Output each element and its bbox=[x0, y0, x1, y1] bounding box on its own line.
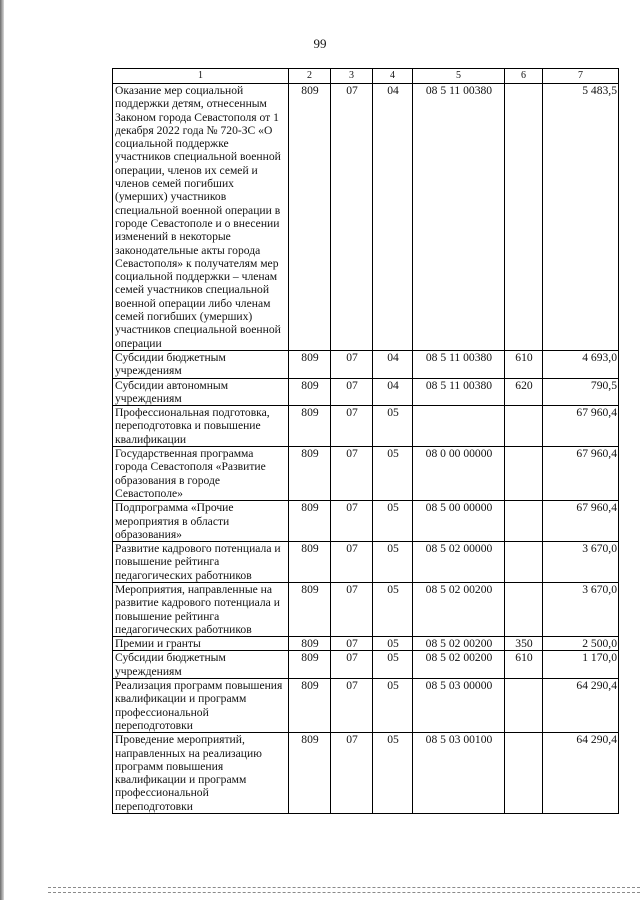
row-name: Государственная программа города Севастополя «Развитие образования в городе Севастополе» bbox=[113, 447, 289, 501]
amount: 64 290,4 bbox=[543, 679, 619, 733]
section-code: 07 bbox=[331, 542, 373, 583]
subsection-code: 05 bbox=[373, 501, 413, 542]
ministry-code: 809 bbox=[289, 651, 331, 679]
subsection-code: 04 bbox=[373, 350, 413, 378]
table-row bbox=[113, 651, 619, 679]
subsection-code: 05 bbox=[373, 406, 413, 447]
target-article-code: 08 5 11 00380 bbox=[413, 350, 505, 378]
section-code: 07 bbox=[331, 651, 373, 679]
amount: 5 483,5 bbox=[543, 84, 619, 351]
ministry-code: 809 bbox=[289, 679, 331, 733]
amount: 67 960,4 bbox=[543, 406, 619, 447]
row-name: Субсидии автономным учреждениям bbox=[113, 378, 289, 406]
ministry-code: 809 bbox=[289, 501, 331, 542]
ministry-code: 809 bbox=[289, 637, 331, 651]
expense-type-code: 350 bbox=[505, 637, 543, 651]
expense-type-code bbox=[505, 447, 543, 501]
expense-type-code bbox=[505, 679, 543, 733]
row-name: Мероприятия, направленные на развитие кадрового потенциала и повышение рейтинга педагогических работников bbox=[113, 582, 289, 636]
amount: 2 500,0 bbox=[543, 637, 619, 651]
ministry-code: 809 bbox=[289, 582, 331, 636]
amount: 3 670,0 bbox=[543, 542, 619, 583]
target-article-code: 08 5 02 00200 bbox=[413, 637, 505, 651]
amount: 67 960,4 bbox=[543, 501, 619, 542]
table-row bbox=[113, 406, 619, 447]
section-code: 07 bbox=[331, 447, 373, 501]
target-article-code: 08 5 11 00380 bbox=[413, 84, 505, 351]
amount: 67 960,4 bbox=[543, 447, 619, 501]
scan-bottom-rule bbox=[48, 892, 640, 893]
table-row bbox=[113, 84, 619, 351]
ministry-code: 809 bbox=[289, 84, 331, 351]
expense-type-code: 610 bbox=[505, 651, 543, 679]
ministry-code: 809 bbox=[289, 447, 331, 501]
column-number-1: 1 bbox=[113, 69, 289, 84]
expense-type-code: 620 bbox=[505, 378, 543, 406]
scan-edge-shadow bbox=[0, 0, 4, 900]
amount: 4 693,0 bbox=[543, 350, 619, 378]
column-number-5: 5 bbox=[413, 69, 505, 84]
row-name: Подпрограмма «Прочие мероприятия в области образования» bbox=[113, 501, 289, 542]
target-article-code: 08 5 00 00000 bbox=[413, 501, 505, 542]
budget-table bbox=[112, 68, 619, 814]
table-row bbox=[113, 637, 619, 651]
amount: 64 290,4 bbox=[543, 733, 619, 814]
subsection-code: 05 bbox=[373, 651, 413, 679]
expense-type-code bbox=[505, 501, 543, 542]
expense-type-code bbox=[505, 542, 543, 583]
row-name: Премии и гранты bbox=[113, 637, 289, 651]
table-row bbox=[113, 582, 619, 636]
ministry-code: 809 bbox=[289, 542, 331, 583]
row-name: Субсидии бюджетным учреждениям bbox=[113, 651, 289, 679]
subsection-code: 05 bbox=[373, 447, 413, 501]
target-article-code: 08 5 02 00200 bbox=[413, 582, 505, 636]
ministry-code: 809 bbox=[289, 406, 331, 447]
subsection-code: 04 bbox=[373, 378, 413, 406]
column-number-7: 7 bbox=[543, 69, 619, 84]
expense-type-code bbox=[505, 582, 543, 636]
column-number-4: 4 bbox=[373, 69, 413, 84]
table-row bbox=[113, 733, 619, 814]
section-code: 07 bbox=[331, 501, 373, 542]
column-number-6: 6 bbox=[505, 69, 543, 84]
target-article-code: 08 5 11 00380 bbox=[413, 378, 505, 406]
expense-type-code bbox=[505, 733, 543, 814]
target-article-code: 08 5 03 00000 bbox=[413, 679, 505, 733]
row-name: Субсидии бюджетным учреждениям bbox=[113, 350, 289, 378]
expense-type-code bbox=[505, 84, 543, 351]
row-name: Развитие кадрового потенциала и повышение рейтинга педагогических работников bbox=[113, 542, 289, 583]
target-article-code: 08 5 02 00200 bbox=[413, 651, 505, 679]
section-code: 07 bbox=[331, 733, 373, 814]
target-article-code: 08 5 02 00000 bbox=[413, 542, 505, 583]
section-code: 07 bbox=[331, 406, 373, 447]
table-row bbox=[113, 350, 619, 378]
row-name: Оказание мер социальной поддержки детям, отнесенным Законом города Севастополя от 1 декабря 2022 года № 720-ЗС «О социальной поддержке участников специальной военной операции, членов их семей и членов семей погибших (умерших) участников специальной военной операции в городе Севастополе и о внесении изменений в некоторые законодательные акты города Севастополя» к получателям мер социальной поддержки – членам семей участников специальной военной операции либо членам семей погибших (умерших) участников специальной военной операции bbox=[113, 84, 289, 351]
section-code: 07 bbox=[331, 679, 373, 733]
table-row bbox=[113, 447, 619, 501]
expense-type-code bbox=[505, 406, 543, 447]
scan-bottom-rule bbox=[48, 887, 640, 888]
table-row bbox=[113, 542, 619, 583]
table-row bbox=[113, 378, 619, 406]
row-name: Проведение мероприятий, направленных на реализацию программ повышения квалификации и программ профессиональной переподготовки bbox=[113, 733, 289, 814]
ministry-code: 809 bbox=[289, 378, 331, 406]
row-name: Реализация программ повышения квалификации и программ профессиональной переподготовки bbox=[113, 679, 289, 733]
target-article-code bbox=[413, 406, 505, 447]
column-number-3: 3 bbox=[331, 69, 373, 84]
subsection-code: 05 bbox=[373, 582, 413, 636]
section-code: 07 bbox=[331, 637, 373, 651]
section-code: 07 bbox=[331, 350, 373, 378]
section-code: 07 bbox=[331, 84, 373, 351]
amount: 790,5 bbox=[543, 378, 619, 406]
amount: 3 670,0 bbox=[543, 582, 619, 636]
amount: 1 170,0 bbox=[543, 651, 619, 679]
column-number-2: 2 bbox=[289, 69, 331, 84]
table-row bbox=[113, 679, 619, 733]
subsection-code: 05 bbox=[373, 679, 413, 733]
section-code: 07 bbox=[331, 582, 373, 636]
table-row bbox=[113, 501, 619, 542]
subsection-code: 05 bbox=[373, 733, 413, 814]
expense-type-code: 610 bbox=[505, 350, 543, 378]
page-number: 99 bbox=[313, 36, 327, 51]
target-article-code: 08 0 00 00000 bbox=[413, 447, 505, 501]
column-number-row bbox=[113, 69, 619, 84]
subsection-code: 04 bbox=[373, 84, 413, 351]
ministry-code: 809 bbox=[289, 350, 331, 378]
row-name: Профессиональная подготовка, переподготовка и повышение квалификации bbox=[113, 406, 289, 447]
target-article-code: 08 5 03 00100 bbox=[413, 733, 505, 814]
section-code: 07 bbox=[331, 378, 373, 406]
ministry-code: 809 bbox=[289, 733, 331, 814]
subsection-code: 05 bbox=[373, 542, 413, 583]
subsection-code: 05 bbox=[373, 637, 413, 651]
